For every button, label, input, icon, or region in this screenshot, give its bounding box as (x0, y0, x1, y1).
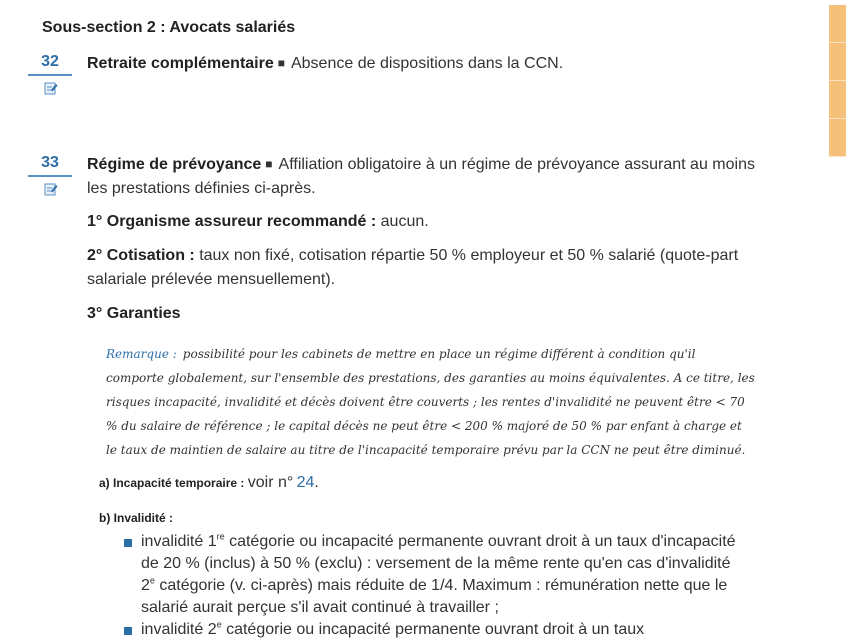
sub-a-line (99, 474, 319, 492)
sub-a-text: voir n° (247, 474, 294, 491)
article-title: Retraite complémentaire (87, 55, 274, 72)
article-text: Affiliation obligatoire à un régime de prévoyance assurant au moins les prestations définies ci-après. (87, 156, 755, 197)
article-number-33[interactable]: 33 (28, 154, 72, 177)
article-33-paragraph (87, 152, 757, 201)
remark-text: possibilité pour les cabinets de mettre en place un régime différent à condition qu'il comporte globalement, sur l'ensemble des prestations, des garanties au moins équivalentes. A ce titre, les risques incapacité, invalidité et décès doivent être couverts ; les rentes d'invalidité ne peuvent être < 70 % du salaire de référence ; le capital décès ne peut être < 200 % majoré de 50 % par enfant à charge et le taux de maintien de salaire au titre de l'incapacité temporaire prévu par la CCN ne peut être diminué. (106, 347, 755, 457)
side-tab-3[interactable] (829, 81, 846, 119)
article-title: Régime de prévoyance (87, 156, 262, 173)
garanties-heading: 3° Garanties (87, 305, 181, 322)
edit-note-icon[interactable] (44, 80, 58, 94)
cotisation-value: taux non fixé, cotisation répartie 50 % employeur et 50 % salarié (quote-part salariale prélevée mensuellement). (87, 247, 739, 288)
side-tab-4[interactable] (829, 119, 846, 157)
sub-a-end: . (314, 474, 319, 491)
side-tab-1[interactable] (829, 5, 846, 43)
article-number-32[interactable]: 32 (28, 53, 72, 76)
organisme-label: 1° Organisme assureur recommandé : (87, 213, 377, 230)
sub-a-label: a) Incapacité temporaire : (99, 476, 245, 490)
section-title: Sous-section 2 : Avocats salariés (42, 19, 296, 36)
square-bullet-icon: ■ (277, 56, 285, 70)
invalidity-list (124, 531, 744, 641)
reference-link[interactable]: 24 (296, 474, 315, 491)
organisme-value: aucun. (380, 213, 429, 230)
square-bullet-icon (124, 627, 132, 635)
remark-block (106, 342, 756, 462)
list-item: invalidité 2e catégorie ou incapacité permanente ouvrant droit à un taux (124, 619, 744, 641)
cotisation-label: 2° Cotisation : (87, 247, 195, 264)
cotisation-item (87, 244, 757, 292)
article-32-paragraph (87, 51, 757, 76)
square-bullet-icon: ■ (265, 157, 273, 171)
article-text: Absence de dispositions dans la CCN. (290, 55, 564, 72)
list-item: invalidité 1re catégorie ou incapacité permanente ouvrant droit à un taux d'incapacité de 20 % (inclus) à 50 % (exclu) : versement de la même rente qu'en cas d'invalidité 2e catégorie (v. ci-après) mais réduite de 1/4. Maximum : rémunération nette que le salarié aurait perçue s'il avait continué à travailler ; (124, 531, 744, 619)
organisme-item (87, 210, 757, 234)
edit-note-icon[interactable] (44, 181, 58, 195)
side-tab-2[interactable] (829, 43, 846, 81)
square-bullet-icon (124, 539, 132, 547)
remark-label: Remarque : (106, 347, 177, 361)
sub-b-label: b) Invalidité : (99, 511, 174, 525)
